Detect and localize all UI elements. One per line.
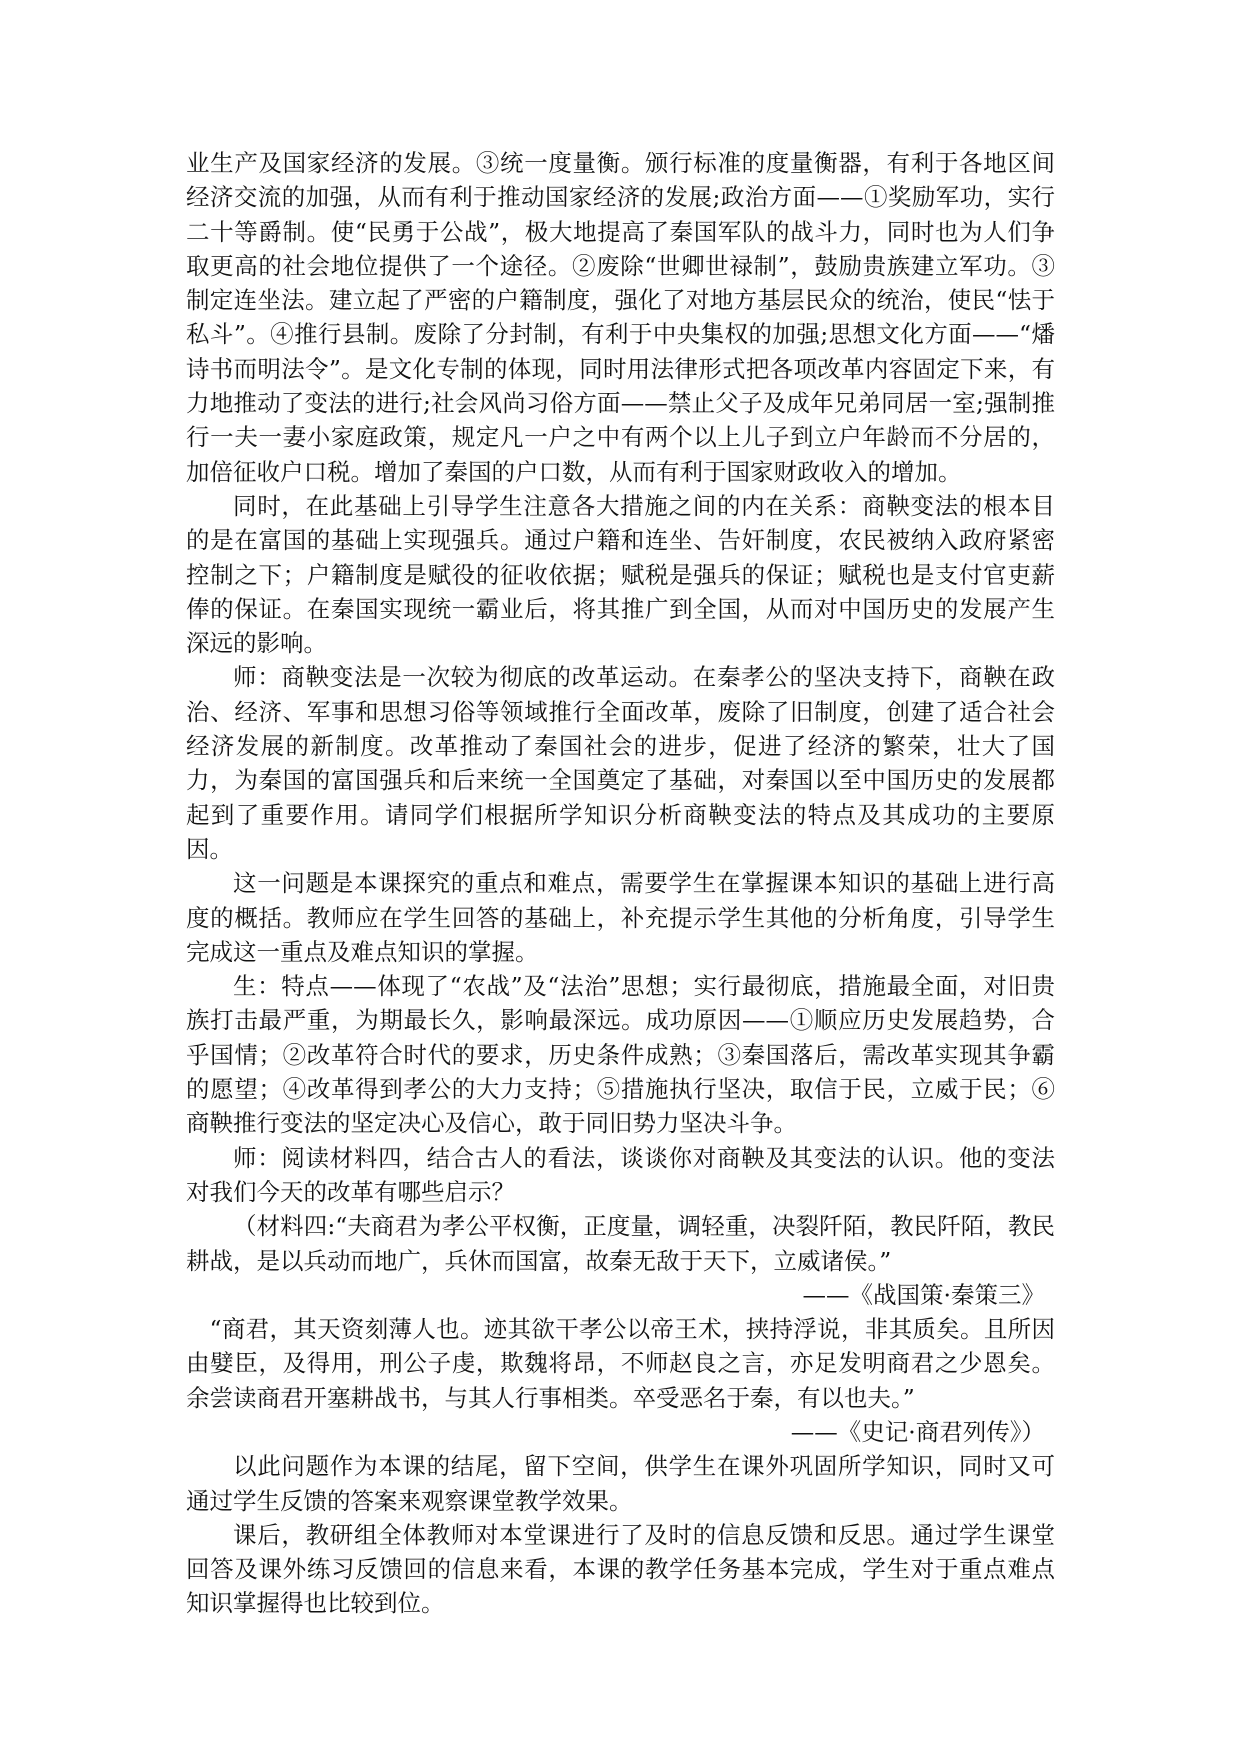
quote-material-four: （材料四:“夫商君为孝公平权衡，正度量，调轻重，决裂阡陌，教民阡陌，教民耕战，是以兵动而地广，兵休而国富，故秦无敌于天下，立威诸侯。” bbox=[186, 1212, 1055, 1275]
quote-source-zhanguoce: ——《战国策·秦策三》 bbox=[802, 1280, 1045, 1309]
paragraph-key-difficulty: 这一问题是本课探究的重点和难点，需要学生在掌握课本知识的基础上进行高度的概括。教师应在学生回答的基础上，补充提示学生其他的分析角度，引导学生完成这一重点及难点知识的掌握。 bbox=[186, 869, 1055, 966]
paragraph-lesson-ending: 以此问题作为本课的结尾，留下空间，供学生在课外巩固所学知识，同时又可通过学生反馈的答案来观察课堂教学效果。 bbox=[186, 1452, 1055, 1515]
paragraph-reflection: 课后，教研组全体教师对本堂课进行了及时的信息反馈和反思。通过学生课堂回答及课外练习反馈回的信息来看，本课的教学任务基本完成，学生对于重点难点知识掌握得也比较到位。 bbox=[186, 1520, 1055, 1618]
paragraph-teacher-question: 师：商鞅变法是一次较为彻底的改革运动。在秦孝公的坚决支持下，商鞅在政治、经济、军事和思想习俗等领域推行全面改革，废除了旧制度，创建了适合社会经济发展的新制度。改革推动了秦国社会的进步，促进了经济的繁荣，壮大了国力，为秦国的富国强兵和后来统一全国奠定了基础，对秦国以至中国历史的发展都起到了重要作用。请同学们根据所学知识分析商鞅变法的特点及其成功的主要原因。 bbox=[186, 663, 1055, 863]
paragraph-teacher-prompt: 师：阅读材料四，结合古人的看法，谈谈你对商鞅及其变法的认识。他的变法对我们今天的改革有哪些启示？ bbox=[186, 1143, 1055, 1206]
paragraph-reform-measures: 业生产及国家经济的发展。③统一度量衡。颁行标准的度量衡器，有利于各地区间经济交流的加强，从而有利于推动国家经济的发展;政治方面——①奖励军功，实行二十等爵制。使“民勇于公战”，极大地提高了秦国军队的战斗力，同时也为人们争取更高的社会地位提供了一个途径。②废除“世卿世禄制”，鼓励贵族建立军功。③制定连坐法。建立起了严密的户籍制度，强化了对地方基层民众的统治，使民“怯于私斗”。④推行县制。废除了分封制，有利于中央集权的加强;思想文化方面——“燔诗书而明法令”。是文化专制的体现，同时用法律形式把各项改革内容固定下来，有力地推动了变法的进行;社会风尚习俗方面——禁止父子及成年兄弟同居一室;强制推行一夫一妻小家庭政策，规定凡一户之中有两个以上儿子到立户年龄而不分居的，加倍征收户口税。增加了秦国的户口数，从而有利于国家财政收入的增加。 bbox=[186, 149, 1055, 486]
paragraph-student-answer: 生：特点——体现了“农战”及“法治”思想；实行最彻底，措施最全面，对旧贵族打击最严重，为期最长久，影响最深远。成功原因——①顺应历史发展趋势，合乎国情；②改革符合时代的要求，历史条件成熟；③秦国落后，需改革实现其争霸的愿望；④改革得到孝公的大力支持；⑤措施执行坚决，取信于民，立威于民；⑥商鞅推行变法的坚定决心及信心，敢于同旧势力坚决斗争。 bbox=[186, 972, 1055, 1138]
quote-source-shiji: ——《史记·商君列传》） bbox=[790, 1417, 1045, 1446]
paragraph-measure-relations: 同时，在此基础上引导学生注意各大措施之间的内在关系：商鞅变法的根本目的是在富国的基础上实现强兵。通过户籍和连坐、告奸制度，农民被纳入政府紧密控制之下；户籍制度是赋役的征收依据；赋税是强兵的保证；赋税也是支付官吏薪俸的保证。在秦国实现统一霸业后，将其推广到全国，从而对中国历史的发展产生深远的影响。 bbox=[186, 491, 1055, 658]
quote-shiji: “商君，其天资刻薄人也。迹其欲干孝公以帝王术，挟持浮说，非其质矣。且所因由嬖臣，及得用，刑公子虔，欺魏将昂，不师赵良之言，亦足发明商君之少恩矣。余尝读商君开塞耕战书，与其人行事相类。卒受恶名于秦，有以也夫。” bbox=[186, 1315, 1055, 1412]
